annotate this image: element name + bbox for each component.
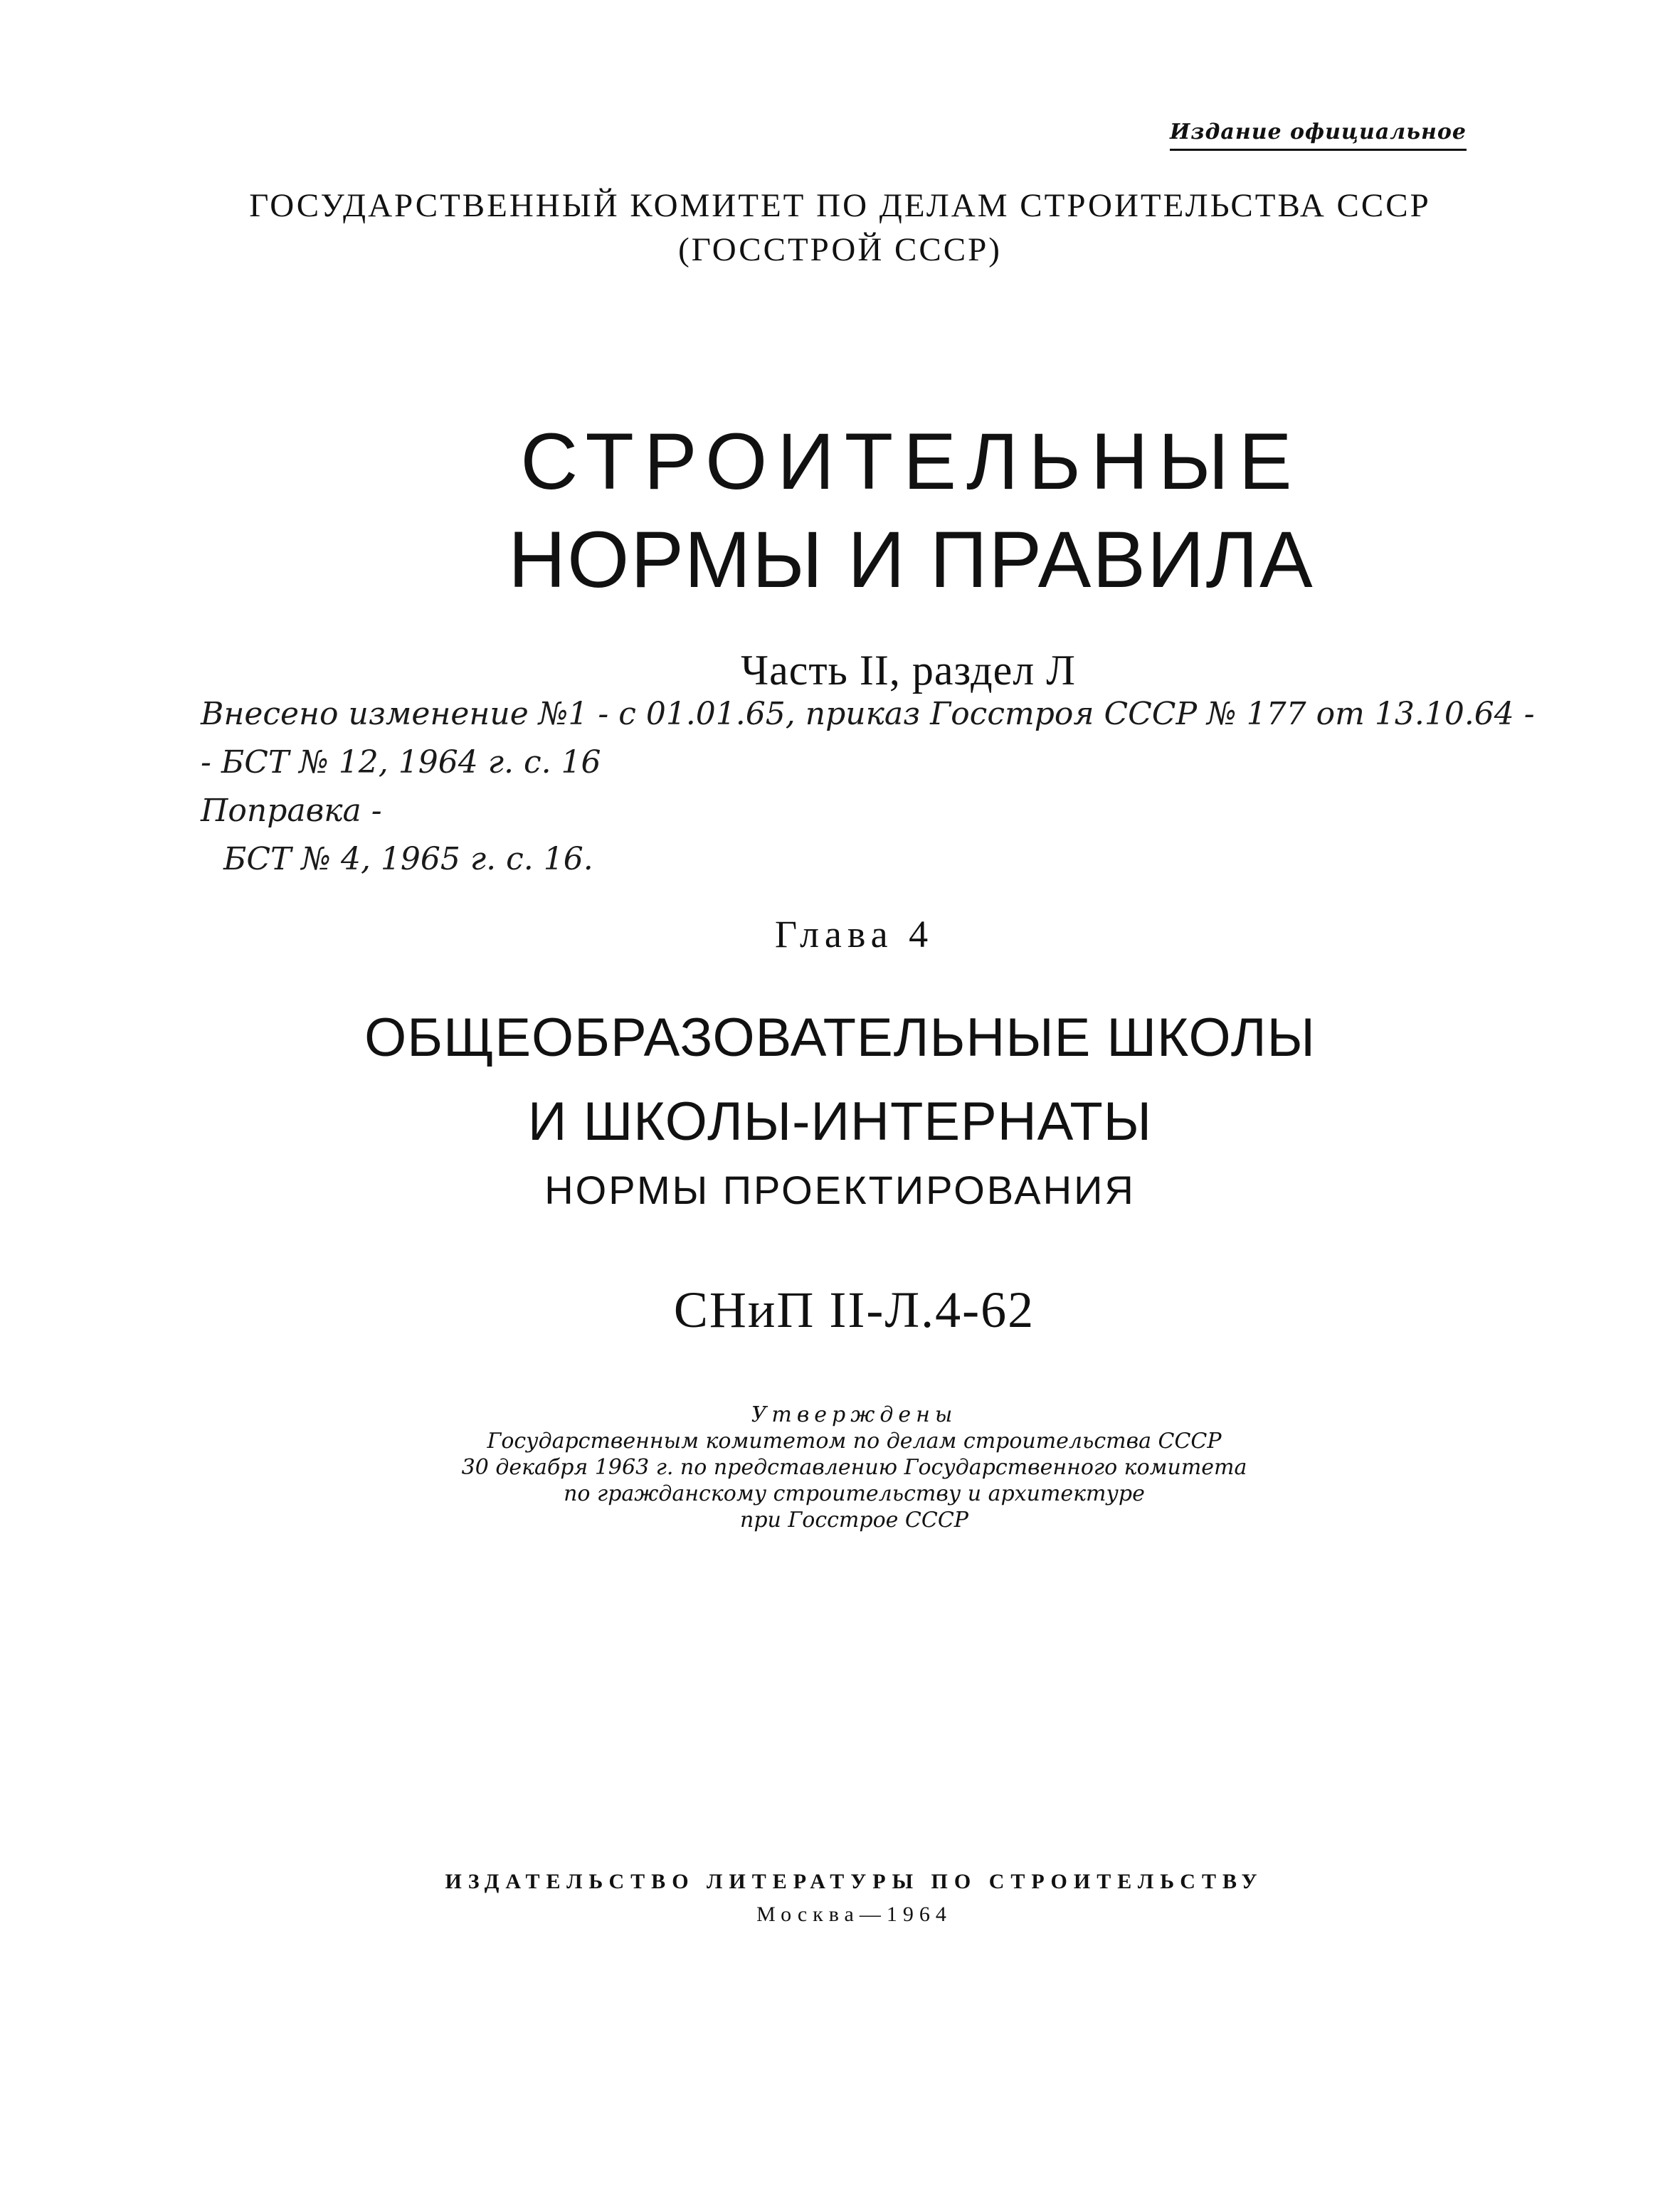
approval-line-1: Государственным комитетом по делам строительства СССР [487,1429,1222,1454]
subject-title [0,996,1680,1164]
handwritten-line-1: Внесено изменение №1 - с 01.01.65, приказ Госстроя СССР № 177 от 13.10.64 - [201,696,1535,732]
committee-header [0,184,1680,272]
main-title [71,413,1680,609]
handwritten-line-4: БСТ № 4, 1965 г. с. 16. [223,841,593,877]
approval-line-3: по гражданскому строительству и архитектуре [564,1481,1145,1506]
subject-line-2: И ШКОЛЫ-ИНТЕРНАТЫ [527,1091,1153,1152]
approval-title: Утверждены [751,1402,958,1427]
committee-line-2: (ГОССТРОЙ СССР) [678,231,1002,268]
subject-subtitle: НОРМЫ ПРОЕКТИРОВАНИЯ [544,1168,1136,1212]
main-title-line-2: НОРМЫ И ПРАВИЛА [508,515,1314,604]
handwritten-line-2: - БСТ № 12, 1964 г. с. 16 [201,744,601,781]
chapter-heading: Глава 4 [774,913,934,956]
publisher-city-year: Москва—1964 [756,1903,952,1926]
subject-line-1: ОБЩЕОБРАЗОВАТЕЛЬНЫЕ ШКОЛЫ [364,1007,1316,1068]
publisher-block [14,1866,1680,1931]
handwritten-amendment-note [201,690,1535,884]
approval-line-4: при Госстрое СССР [740,1508,968,1533]
approval-line-2: 30 декабря 1963 г. по представлению Государственного комитета [461,1455,1247,1480]
part-section: Часть II, раздел Л [741,647,1076,694]
document-code: СНиП II-Л.4-62 [673,1281,1035,1338]
handwritten-line-3: Поправка - [201,793,382,829]
publisher-name: ИЗДАТЕЛЬСТВО ЛИТЕРАТУРЫ ПО СТРОИТЕЛЬСТВУ [445,1870,1264,1893]
edition-note: Издание официальное [1170,120,1467,151]
committee-line-1: ГОСУДАРСТВЕННЫЙ КОМИТЕТ ПО ДЕЛАМ СТРОИТЕЛЬСТВА СССР [249,187,1431,224]
main-title-line-1: СТРОИТЕЛЬНЫЕ [520,417,1302,506]
approval-block [14,1402,1680,1533]
